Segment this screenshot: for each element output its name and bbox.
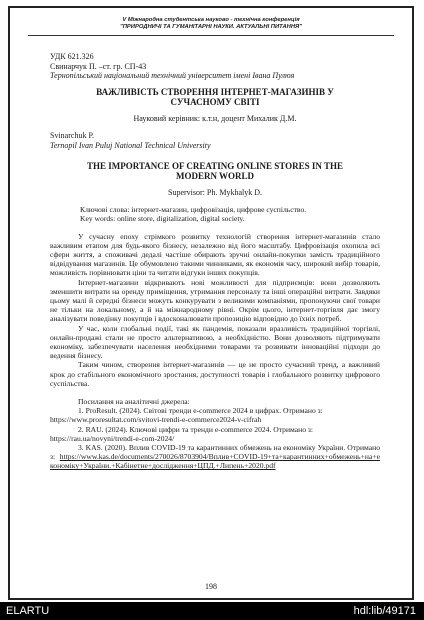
reference-item: [50, 406, 380, 415]
paragraph: У час, коли глобальні події, такі як пандемія, показали вразливість традиційної торгівлі, онлайн-продажі стали не просто альтернативою, а необхідністю. Вони дозволяють підтримувати економіку, забезпечувати населення необхідними товарами та розвивати інноваційні підходи до ведення бізнесу.: [50, 323, 380, 361]
keywords-en: Key words: online store, digitalization, digital society.: [80, 214, 245, 224]
article-body: [50, 52, 380, 471]
reference-link[interactable]: https://www.kas.de/documents/270026/8703904/Вплив+COVID-19+та+карантинних+обмежень+на+економіку+України.+Кабінетне+дослідження+ЦПД.+Липень+2020.pdf: [50, 452, 380, 471]
title-ua: [50, 87, 380, 108]
author-ua: Свинарчук П. –ст. гр. СП-43: [50, 61, 147, 71]
reference-url: https://www.proresultat.com/svitovi-trendi-e-commerce2024-v-cifrah: [50, 415, 262, 425]
author-en: Svinarchuk P.: [50, 131, 94, 141]
page-number: 198: [205, 582, 217, 591]
affiliation-ua: Тернопільський національний технічний університет імені Івана Пулюя: [50, 71, 295, 81]
reference-url: https://rau.ua/novyni/trendi-e-com-2024/: [50, 433, 175, 443]
udk-code: УДК 621.326: [50, 52, 94, 61]
footer-bar: [0, 602, 424, 620]
paragraph: У сучасну епоху стрімкого розвитку технологій створення інтернет-магазинів стало важливим етапом для будь-якого бізнесу, незалежно від його масштабу. Цифровізація охопила всі сфери життя, а споживачі дедалі частіше обирають зручні онлайн-покупки замість традиційного відвідування магазинів. Це обумовлено такими чинниками, як економія часу, широкий вибір товарів, можливість порівнювати ціни та читати відгуки інших покупців.: [50, 231, 380, 278]
conference-header: [10, 17, 412, 31]
reference-text: 2. RAU. (2024). Ключові цифри та тренди e-commerce 2024. Отримано з:: [78, 424, 314, 434]
conference-header-line1: V Міжнародна студентська науково - технічна конференція: [122, 17, 300, 23]
title-en-line2: MODERN WORLD: [175, 171, 255, 182]
keywords-ua: Ключові слова: інтернет-магазин, цифровізація, цифрове суспільство.: [80, 205, 307, 215]
title-ua-line1: ВАЖЛИВІСТЬ СТВОРЕННЯ ІНТЕРНЕТ-МАГАЗИНІВ У: [96, 86, 334, 97]
footer-repository-name: ELARTU: [6, 605, 50, 617]
title-en: [50, 161, 380, 182]
reference-item: [50, 425, 380, 434]
header-divider: [28, 35, 394, 36]
conference-header-line2: "ПРИРОДНИЧІ ТА ГУМАНІТАРНІ НАУКИ. АКТУАЛЬНІ ПИТАННЯ": [120, 24, 302, 30]
paragraph: Інтернет-магазини відкривають нові можливості для підприємців: вони дозволяють зменшити витрати на оренду приміщення, утримання персоналу та інші операційні витрати. Завдяки цьому малі й середні бізнеси можуть конкурувати з великими компаніями, пропонуючи свої товари не тільки на локальному, а й на міжнародному рівні. Окрім цього, інтернет-торгівля дає змогу аналізувати поведінку покупців і вдосконалювати пропозицію відповідно до їхніх потреб.: [50, 277, 380, 324]
title-en-line1: THE IMPORTANCE OF CREATING ONLINE STORES IN THE: [87, 160, 343, 171]
reference-text: 1. ProResult. (2024). Світові тренди e-commerce 2024 в цифрах. Отримано з:: [78, 406, 323, 416]
supervisor-en: Supervisor: Ph. Mykhalyk D.: [168, 187, 262, 197]
references-title: Посилання на аналітичні джерела:: [78, 397, 190, 407]
title-ua-line2: СУЧАСНОМУ СВІТІ: [170, 97, 260, 108]
document-page: [8, 6, 414, 600]
supervisor-ua: Науковий керівник: к.т.н, доцент Михалик Д.М.: [133, 113, 297, 123]
footer-handle: hdl:lib/49171: [353, 605, 416, 617]
paragraph: Таким чином, створення інтернет-магазинів — це не просто сучасний тренд, а важливий крок до стабільного економічного зростання, доступності товарів і глобального розвитку цифрового суспільства.: [50, 360, 380, 388]
reference-text: 3. KAS. (2020). Вплив COVID-19 та карантинних обмежень на економіку України. Отримано з:: [50, 443, 380, 462]
reference-item: [50, 443, 380, 471]
affiliation-en: Ternopil Ivan Puluj National Technical University: [50, 140, 211, 150]
